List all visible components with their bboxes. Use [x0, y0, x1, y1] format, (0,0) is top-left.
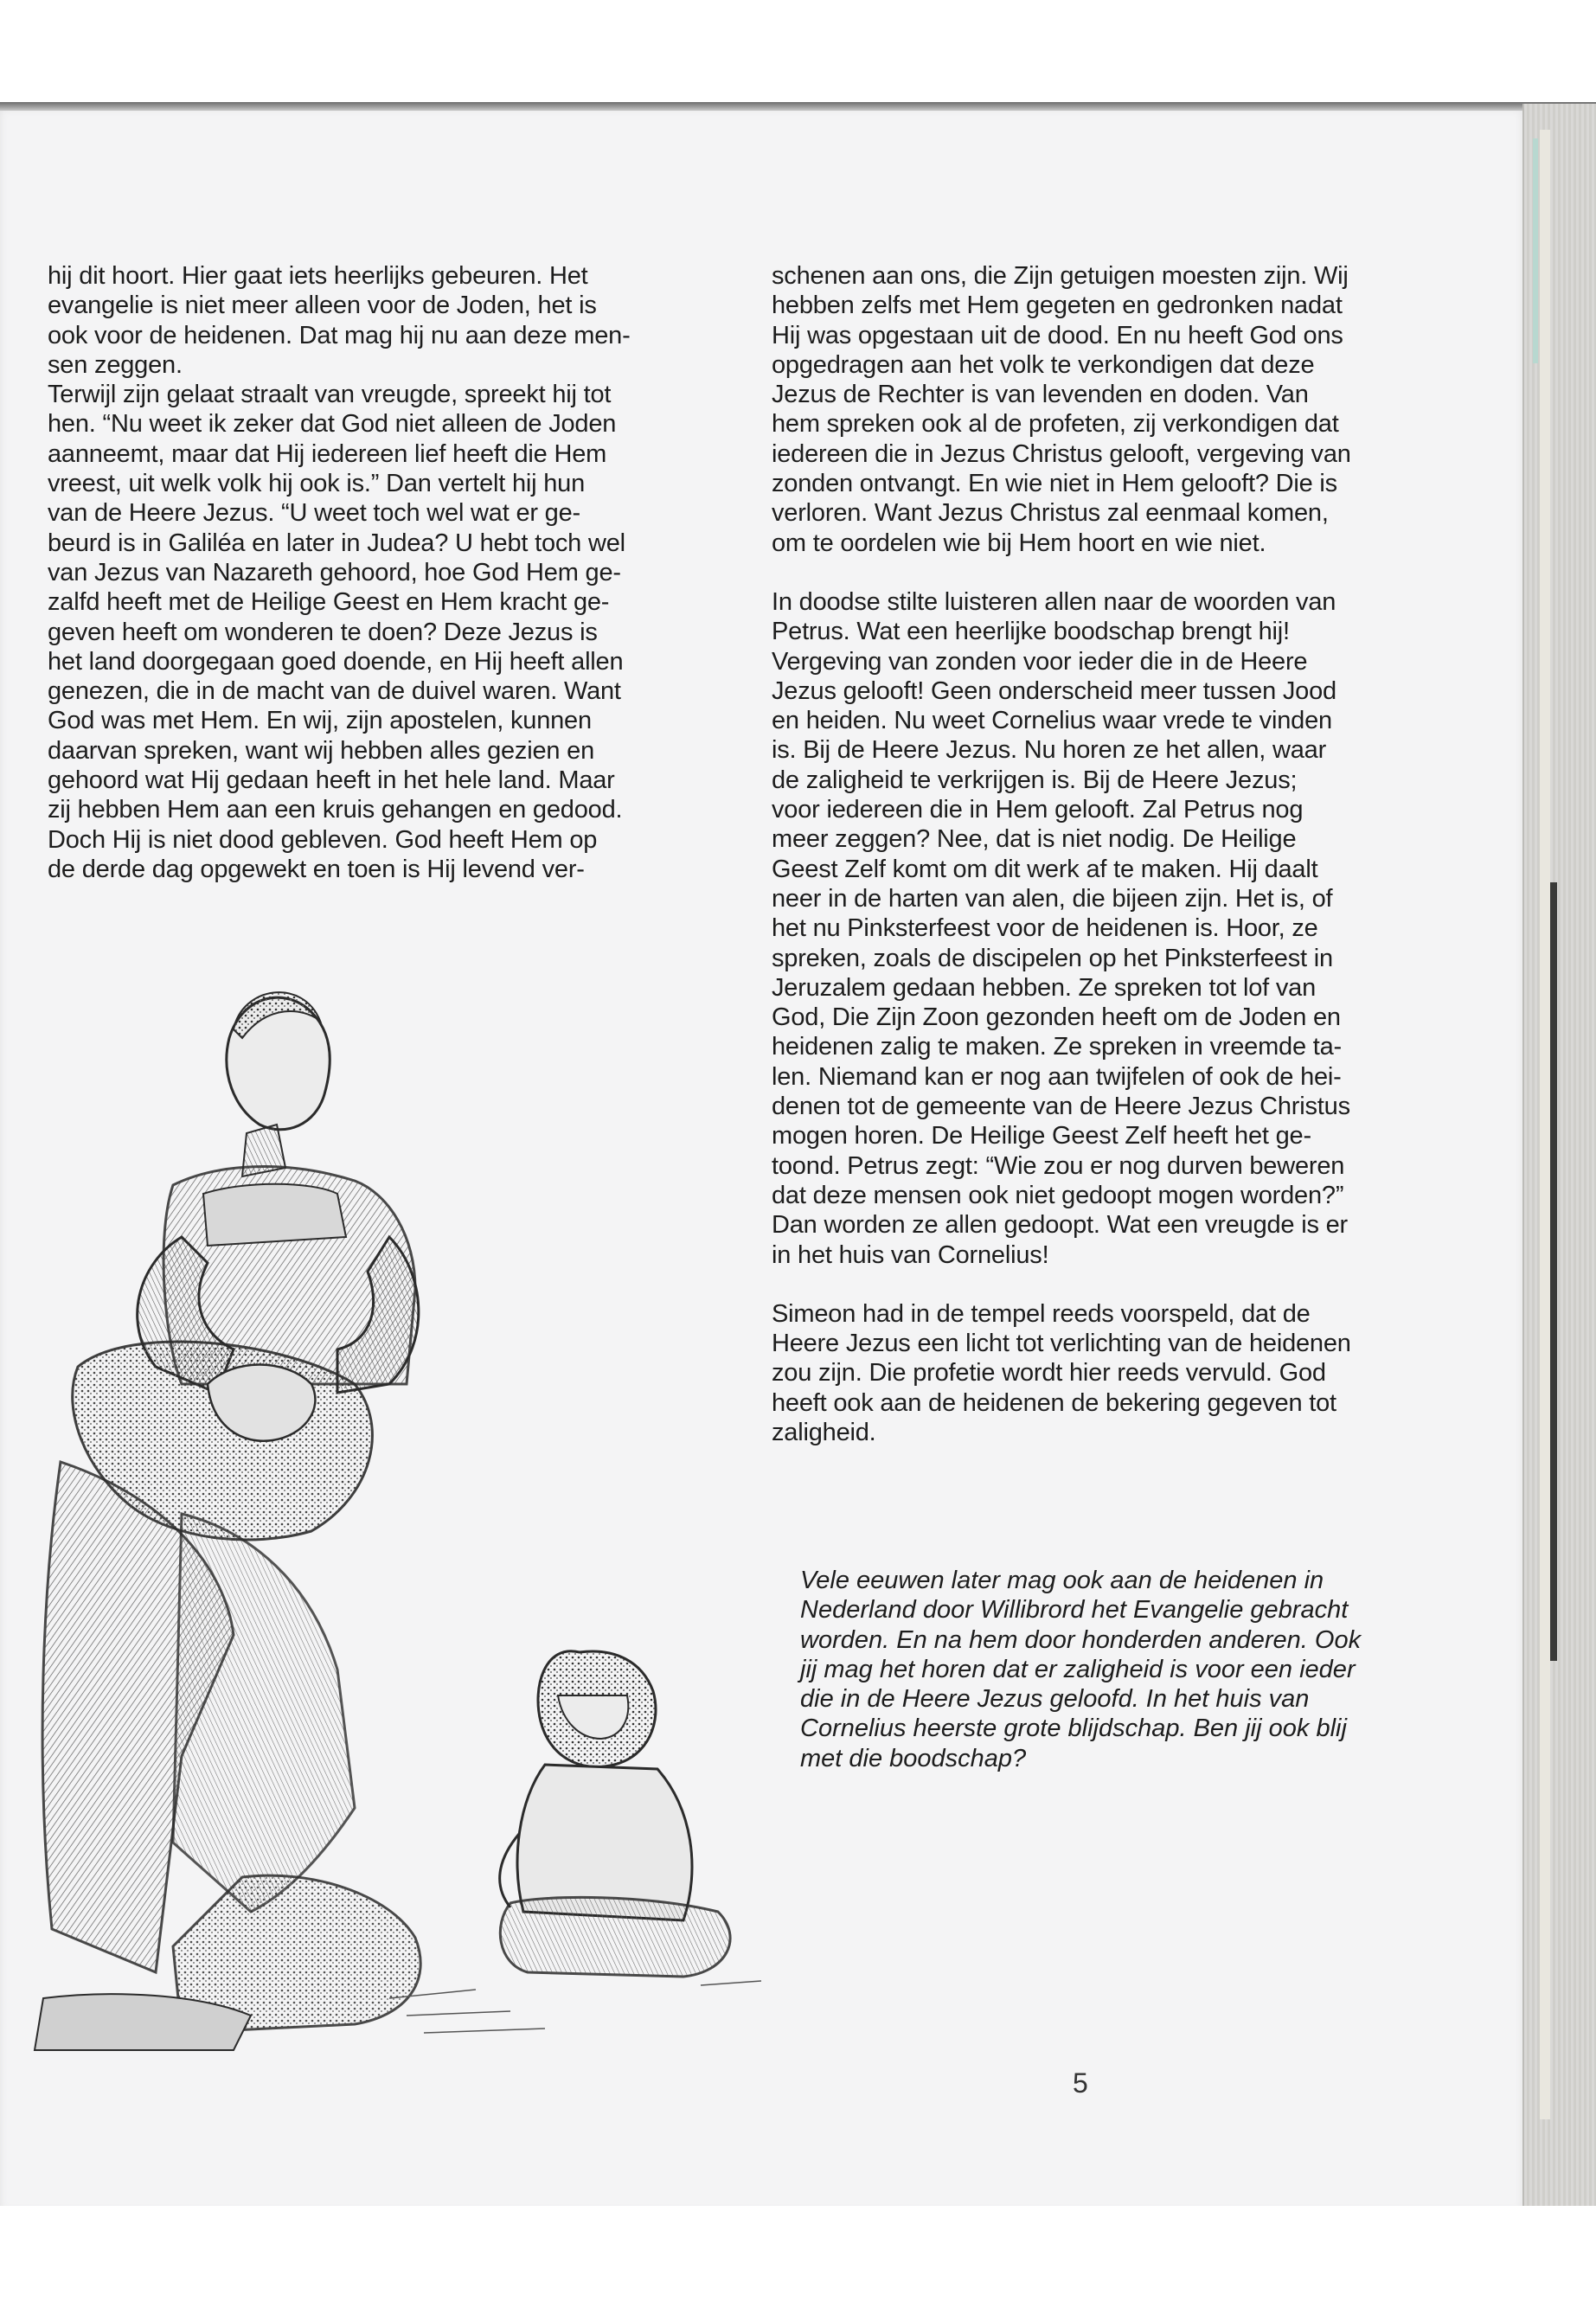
left-text-column [48, 261, 688, 884]
page-top-shadow [0, 102, 1596, 111]
right-paragraph: In doodse stilte luisteren allen naar de woorden van Petrus. Wat een heerlijke boodschap brengt hij! Vergeving van zonden voor ieder die in de Heere Jezus gelooft! Geen onderscheid meer tussen Jood en heiden. Nu weet Cornelius waar vrede te vinden is. Bij de Heere Jezus. Nu horen ze het allen, waar de zaligheid te verkrijgen is. Bij de Heere Jezus; voor iedereen die in Hem gelooft. Zal Petrus nog meer zeggen? Nee, dat is niet nodig. De Heilige Geest Zelf komt om dit werk af te maken. Hij daalt neer in de harten van alen, die bijeen zijn. Het is, of het nu Pinksterfeest voor de heidenen is. Hoor, ze spreken, zoals de discipelen op het Pinksterfeest in Jeruzalem gedaan hebben. Ze spreken tot lof van God, Die Zijn Zoon gezonden heeft om de Joden en heidenen zalig te maken. Ze spreken in vreemde ta- len. Niemand kan er nog aan twijfelen of ook de hei- denen tot de gemeente van de Heere Jezus Christus mogen horen. De Heilige Geest Zelf heeft het ge- toond. Petrus zegt: “Wie zou er nog durven beweren dat deze mensen ook niet gedoopt mogen worden?” Dan worden ze allen gedoopt. Wat een vreugde is er in het huis van Cornelius! [772, 587, 1350, 1269]
spine-teal-strip [1533, 138, 1538, 363]
right-paragraph: Simeon had in de tempel reeds voorspeld, dat de Heere Jezus een licht tot verlichting van de heidenen zou zijn. Die profetie wordt hier reeds vervuld. God heeft ook aan de heidenen de bekering gegeven tot zaligheid. [772, 1299, 1351, 1446]
spine-highlight [1540, 130, 1550, 2119]
right-paragraph: schenen aan ons, die Zijn getuigen moesten zijn. Wij hebben zelfs met Hem gegeten en gedronken nadat Hij was opgestaan uit de dood. En nu heeft God ons opgedragen aan het volk te verkondigen dat deze Jezus de Rechter is van levenden en doden. Van hem spreken ook al de profeten, zij verkondigen dat iedereen die in Jezus Christus gelooft, vergeving van zonden ontvangt. En wie niet in Hem gelooft? Die is verloren. Want Jezus Christus zal eenmaal komen, om te oordelen wie bij Hem hoort en wie niet. [772, 262, 1351, 557]
kneeling-figure [35, 1342, 420, 2050]
right-text-column [772, 261, 1412, 1447]
bottom-margin [0, 2206, 1596, 2301]
page-number: 5 [1073, 2067, 1088, 2099]
closing-italic-reflection: Vele eeuwen later mag ook aan de heidenen in Nederland door Willibrord het Evangelie gebracht worden. En na hem door honderden anderen. Ook jij mag het horen dat er zaligheid is voor een ieder die in de Heere Jezus geloofd. In het huis van Cornelius heerste grote blijdschap. Ben jij ook blij met die boodschap? [800, 1567, 1362, 1772]
ground-strokes [389, 1981, 761, 2033]
illustration-peter-and-cornelius [26, 977, 770, 2059]
seated-child [500, 1651, 730, 1977]
top-margin [0, 0, 1596, 104]
spine-dark-strip [1550, 882, 1557, 1661]
standing-figure [138, 992, 419, 1393]
left-paragraph: Terwijl zijn gelaat straalt van vreugde, spreekt hij tot hen. “Nu weet ik zeker dat God niet alleen de Joden aanneemt, maar dat Hij iedereen lief heeft die Hem vreest, uit welk volk hij ook is.” Dan vertelt hij hun van de Heere Jezus. “U weet toch wel wat er ge- beurd is in Galiléa en later in Judea? U hebt toch wel van Jezus van Nazareth gehoord, hoe God Hem ge- zalfd heeft met de Heilige Geest en Hem kracht ge- geven heeft om wonderen te doen? Deze Jezus is het land doorgegaan goed doende, en Hij heeft allen genezen, die in de macht van de duivel waren. Want God was met Hem. En wij, zijn apostelen, kunnen daarvan spreken, want wij hebben alles gezien en gehoord wat Hij gedaan heeft in het hele land. Maar zij hebben Hem aan een kruis gehangen en gedood. Doch Hij is niet dood gebleven. God heeft Hem op de derde dag opgewekt en toen is Hij levend ver- [48, 381, 625, 883]
book-cover-edge [1522, 104, 1596, 2206]
left-paragraph: hij dit hoort. Hier gaat iets heerlijks gebeuren. Het evangelie is niet meer alleen voor de Joden, het is ook voor de heidenen. Dat mag hij nu aan deze men- sen zeggen. [48, 262, 631, 379]
